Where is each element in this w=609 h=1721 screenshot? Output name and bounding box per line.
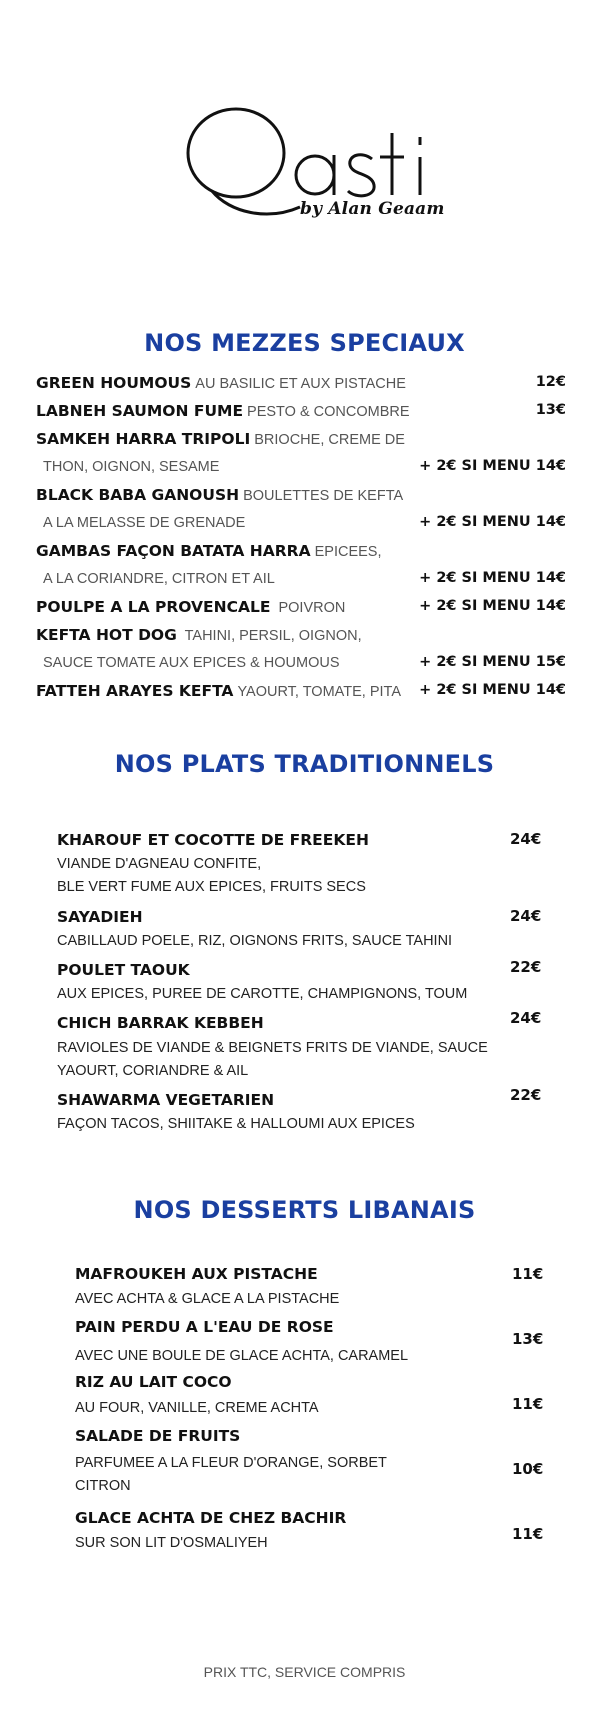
- dessert-desc: AVEC UNE BOULE DE GLACE ACHTA, CARAMEL: [75, 1348, 409, 1364]
- plat-name: POULET TAOUK: [57, 961, 190, 979]
- dessert-name: SALADE DE FRUITS: [75, 1427, 241, 1445]
- plat-name: SHAWARMA VEGETARIEN: [57, 1091, 275, 1109]
- mezze-desc: TAHINI, PERSIL, OIGNON,: [180, 628, 362, 644]
- mezze-line: [36, 458, 566, 480]
- dessert-name: PAIN PERDU A L'EAU DE ROSE: [75, 1318, 334, 1336]
- plat-desc: FAÇON TACOS, SHIITAKE & HALLOUMI AUX EPICES: [57, 1116, 415, 1132]
- mezze-desc: BOULETTES DE KEFTA: [243, 488, 404, 504]
- mezze-name: POULPE A LA PROVENCALE: [36, 598, 271, 616]
- mezze-line: [36, 570, 566, 592]
- footer-note: PRIX TTC, SERVICE COMPRIS: [203, 1664, 406, 1680]
- plat-name: SAYADIEH: [57, 908, 143, 926]
- mezze-desc: POIVRON: [274, 600, 346, 616]
- mezze-line: [36, 430, 566, 452]
- mezze-name: GAMBAS FAÇON BATATA HARRA: [36, 542, 311, 560]
- dessert-price: 11€: [512, 1265, 544, 1283]
- plat-desc: VIANDE D'AGNEAU CONFITE, BLE VERT FUME AUX EPICES, FRUITS SECS: [57, 856, 366, 895]
- mezze-line: [36, 598, 566, 620]
- restaurant-logo: [0, 95, 609, 235]
- dessert-price: 11€: [512, 1525, 544, 1543]
- mezze-line: [36, 654, 566, 676]
- plat-desc: CABILLAUD POELE, RIZ, OIGNONS FRITS, SAUCE TAHINI: [57, 933, 453, 949]
- mezze-price: + 2€ SI MENU 15€: [419, 654, 566, 670]
- dessert-name: GLACE ACHTA DE CHEZ BACHIR: [75, 1509, 347, 1527]
- dessert-desc: SUR SON LIT D'OSMALIYEH: [75, 1535, 268, 1551]
- mezze-desc-continued: A LA CORIANDRE, CITRON ET AIL: [43, 571, 275, 587]
- mezze-name: FATTEH ARAYES KEFTA: [36, 682, 234, 700]
- section-title-plats: NOS PLATS TRADITIONNELS: [114, 750, 495, 778]
- logo-byline: by Alan Geaam: [300, 199, 445, 219]
- mezze-desc: EPICEES,: [314, 544, 382, 560]
- mezze-name: GREEN HOUMOUS: [36, 374, 192, 392]
- mezze-desc-continued: SAUCE TOMATE AUX EPICES & HOUMOUS: [43, 655, 340, 671]
- mezze-price: 12€: [535, 374, 566, 390]
- dessert-desc: AVEC ACHTA & GLACE A LA PISTACHE: [75, 1291, 340, 1307]
- mezze-price: + 2€ SI MENU 14€: [419, 570, 566, 586]
- mezze-price: 13€: [535, 402, 566, 418]
- dessert-desc: PARFUMEE A LA FLEUR D'ORANGE, SORBET CITRON: [75, 1455, 387, 1494]
- mezze-price: + 2€ SI MENU 14€: [419, 682, 566, 698]
- mezze-desc: YAOURT, TOMATE, PITA: [237, 684, 401, 700]
- mezze-price: + 2€ SI MENU 14€: [419, 458, 566, 474]
- plat-name: KHAROUF ET COCOTTE DE FREEKEH: [57, 831, 369, 849]
- section-title-desserts: NOS DESSERTS LIBANAIS: [133, 1196, 476, 1224]
- dessert-name: MAFROUKEH AUX PISTACHE: [75, 1265, 318, 1283]
- plat-price: 24€: [510, 1009, 542, 1027]
- plat-price: 24€: [510, 830, 542, 848]
- mezze-line: [36, 514, 566, 536]
- plat-desc: RAVIOLES DE VIANDE & BEIGNETS FRITS DE VIANDE, SAUCE YAOURT, CORIANDRE & AIL: [57, 1040, 488, 1079]
- mezze-name: SAMKEH HARRA TRIPOLI: [36, 430, 251, 448]
- mezze-name: BLACK BABA GANOUSH: [36, 486, 240, 504]
- mezze-line: [36, 682, 566, 704]
- mezze-line: [36, 486, 566, 508]
- mezze-name: LABNEH SAUMON FUME: [36, 402, 244, 420]
- plat-price: 24€: [510, 907, 542, 925]
- mezze-line: [36, 374, 566, 396]
- dessert-price: 13€: [512, 1330, 544, 1348]
- mezze-desc: PESTO & CONCOMBRE: [247, 404, 410, 420]
- plat-price: 22€: [510, 958, 542, 976]
- plat-price: 22€: [510, 1086, 542, 1104]
- plat-name: CHICH BARRAK KEBBEH: [57, 1014, 264, 1032]
- mezze-line: [36, 542, 566, 564]
- section-title-mezzes: NOS MEZZES SPECIAUX: [144, 329, 465, 357]
- mezze-price: + 2€ SI MENU 14€: [419, 598, 566, 614]
- dessert-desc: AU FOUR, VANILLE, CREME ACHTA: [75, 1400, 319, 1416]
- plat-desc: AUX EPICES, PUREE DE CAROTTE, CHAMPIGNONS, TOUM: [57, 986, 468, 1002]
- mezze-line: [36, 402, 566, 424]
- mezze-desc-continued: THON, OIGNON, SESAME: [43, 459, 220, 475]
- mezze-price: + 2€ SI MENU 14€: [419, 514, 566, 530]
- mezze-line: [36, 626, 566, 648]
- dessert-name: RIZ AU LAIT COCO: [75, 1373, 232, 1391]
- mezze-desc: AU BASILIC ET AUX PISTACHE: [195, 376, 406, 392]
- mezze-desc: BRIOCHE, CREME DE: [254, 432, 405, 448]
- mezze-name: KEFTA HOT DOG: [36, 626, 177, 644]
- mezze-desc-continued: A LA MELASSE DE GRENADE: [43, 515, 246, 531]
- dessert-price: 11€: [512, 1395, 544, 1413]
- dessert-price: 10€: [512, 1460, 544, 1478]
